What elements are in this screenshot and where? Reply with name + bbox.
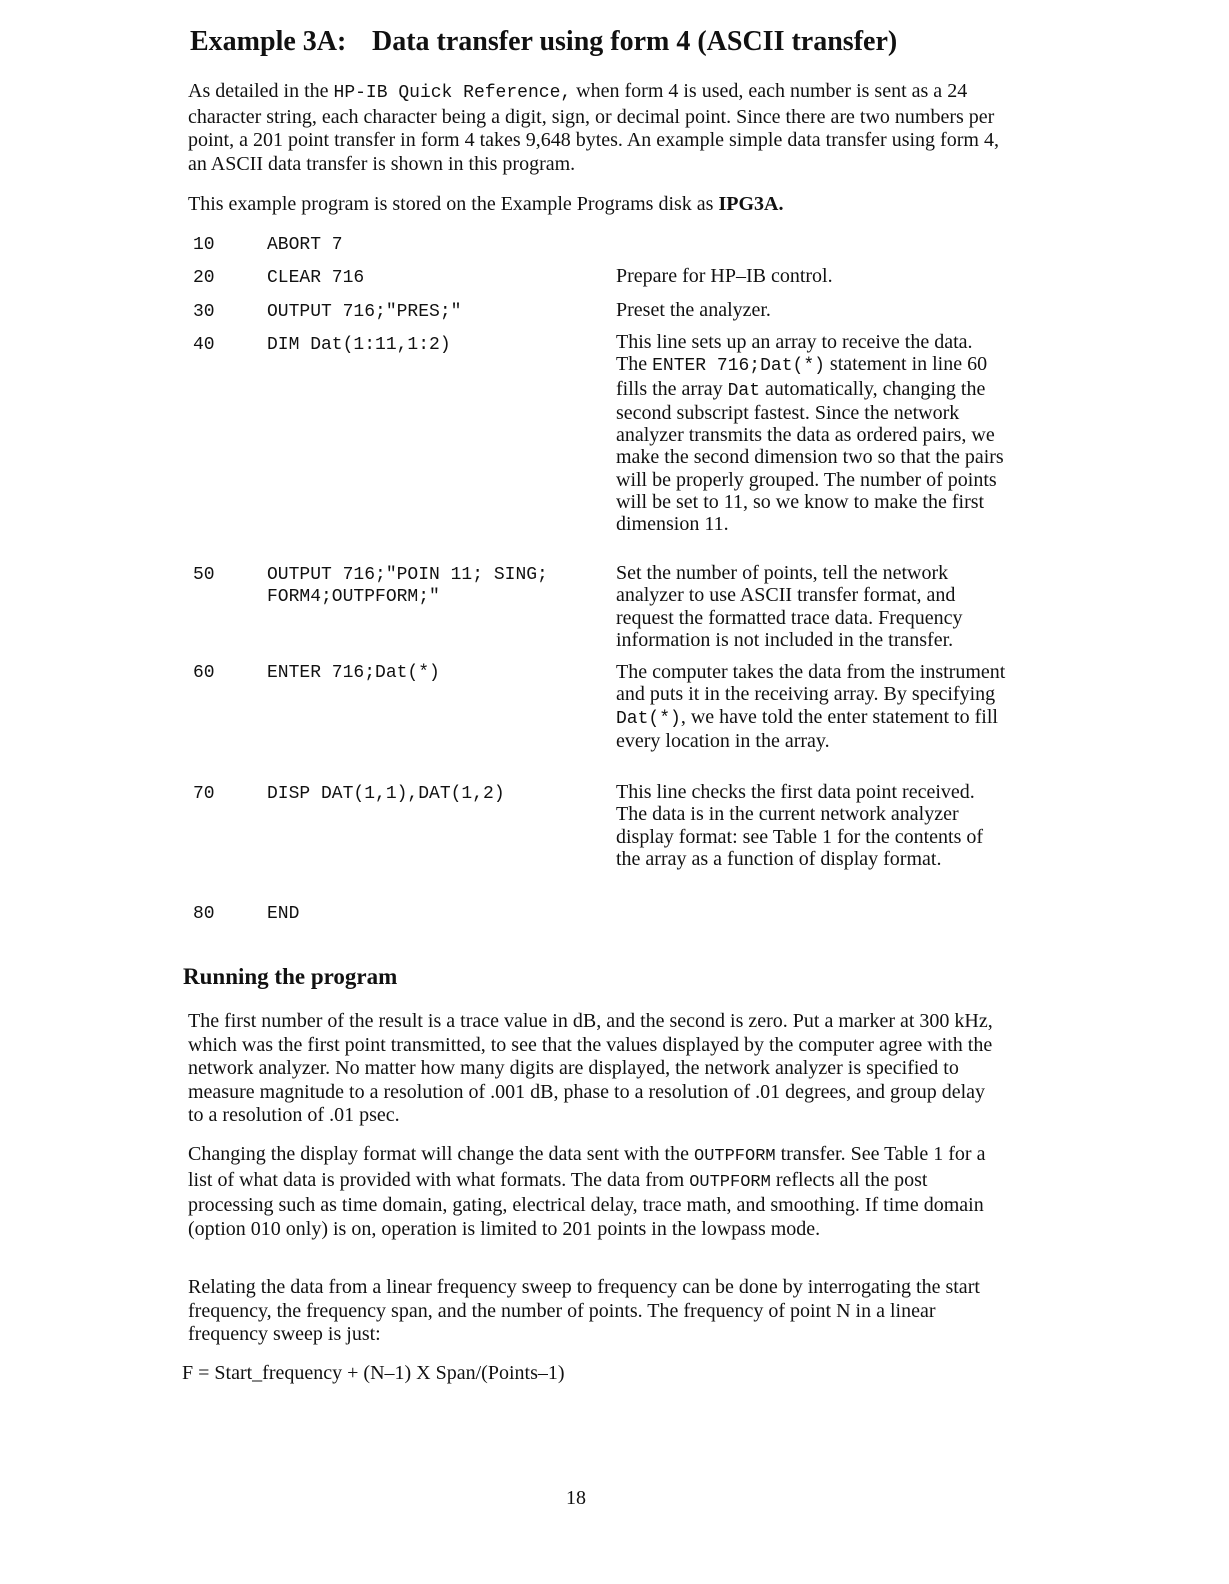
page-number: 18 xyxy=(566,1487,586,1509)
desc-text: The computer takes the data from the instrument and puts it in the receiving array. By specifying xyxy=(616,661,1006,706)
code-description: This line checks the first data point received. The data is in the current network analyzer display format: see Table 1 for the contents of the array as a function of display format. xyxy=(616,781,984,870)
paragraph-text: transfer. See Table 1 for a list of what data is provided with what formats. The data from xyxy=(188,1143,986,1191)
inline-code: Dat xyxy=(727,380,761,401)
frequency-formula: F = Start_frequency + (N–1) X Span/(Points–1) xyxy=(182,1362,565,1384)
code-line: DISP DAT(1,1),DAT(1,2) xyxy=(267,784,505,804)
code-line: CLEAR 716 xyxy=(267,268,365,288)
intro-code-ref: HP-IB Quick Reference, xyxy=(333,83,572,103)
desc-text: , we have told the enter statement to fill every location in the array. xyxy=(616,705,998,752)
inline-code: OUTPFORM xyxy=(689,1172,771,1192)
desc-text: This line sets up an array to receive the data. The xyxy=(616,331,973,376)
code-line: OUTPUT 716;"POIN 11; SING; FORM4;OUTPFORM;" xyxy=(267,565,548,607)
running-paragraph-3: Relating the data from a linear frequency sweep to frequency can be done by interrogating the start frequency, the frequency span, and the number of points. The frequency of point N in a linear frequency sweep is just: xyxy=(188,1276,980,1345)
code-line: DIM Dat(1:11,1:2) xyxy=(267,335,451,355)
section-heading: Running the program xyxy=(183,964,398,989)
desc-text: statement in line 60 fills the array xyxy=(616,353,988,400)
stored-paragraph xyxy=(188,193,1000,217)
code-line: ENTER 716;Dat(*) xyxy=(267,663,440,683)
intro-paragraph xyxy=(188,80,1000,176)
page-title xyxy=(190,26,897,58)
code-line: OUTPUT 716;"PRES;" xyxy=(267,302,462,322)
intro-text-2: when form 4 is used, each number is sent as a 24 character string, each character being a digit, sign, or decimal point. Since there are two numbers per point, a 201 point transfer in form 4 takes 9,648 bytes. An example simple data transfer using form 4, an ASCII data transfer is shown in this program. xyxy=(188,80,999,175)
code-description xyxy=(616,661,1008,752)
inline-code: ENTER 716;Dat(*) xyxy=(652,356,825,377)
line-number: 20 xyxy=(193,268,215,288)
example-number: Example 3A: xyxy=(190,26,347,57)
example-title-text: Data transfer using form 4 (ASCII transfer) xyxy=(372,26,898,57)
line-number: 30 xyxy=(193,302,215,322)
code-description: Prepare for HP–IB control. xyxy=(616,265,833,287)
paragraph-text: reflects all the post processing such as time domain, gating, electrical delay, trace math, and smoothing. If time domain (option 010 only) is on, operation is limited to 201 points in the lowpass mode. xyxy=(188,1168,984,1240)
paragraph-text: Changing the display format will change the data sent with the xyxy=(188,1143,694,1165)
line-number: 40 xyxy=(193,335,215,355)
running-paragraph-1: The first number of the result is a trace value in dB, and the second is zero. Put a marker at 300 kHz, which was the first point transmitted, to see that the values displayed by the computer agree with the network analyzer. No matter how many digits are displayed, the network analyzer is specified to measure magnitude to a resolution of .001 dB, phase to a resolution of .01 degrees, and group delay to a resolution of .01 psec. xyxy=(188,1010,993,1126)
line-number: 60 xyxy=(193,663,215,683)
stored-text: This example program is stored on the Example Programs disk as xyxy=(188,193,719,215)
line-number: 50 xyxy=(193,565,215,585)
line-number: 10 xyxy=(193,235,215,255)
line-number: 80 xyxy=(193,904,215,924)
running-paragraph-2 xyxy=(188,1143,1000,1241)
program-filename: IPG3A. xyxy=(718,193,784,215)
code-line: END xyxy=(267,904,300,924)
desc-text: automatically, changing the second subscript fastest. Since the network analyzer transmits the data as ordered pairs, we make the second dimension two so that the pairs will be properly grouped. The number of points will be set to 11, so we know to make the first dimension 11. xyxy=(616,377,1004,536)
inline-code: OUTPFORM xyxy=(694,1147,776,1166)
inline-code: Dat(*) xyxy=(616,708,681,729)
intro-text-1: As detailed in the xyxy=(188,80,334,102)
code-description: Set the number of points, tell the network analyzer to use ASCII transfer format, and request the formatted trace data. Frequency information is not included in the transfer. xyxy=(616,562,963,651)
line-number: 70 xyxy=(193,784,215,804)
code-description: Preset the analyzer. xyxy=(616,299,771,321)
code-description xyxy=(616,331,1008,536)
code-line: ABORT 7 xyxy=(267,235,343,255)
